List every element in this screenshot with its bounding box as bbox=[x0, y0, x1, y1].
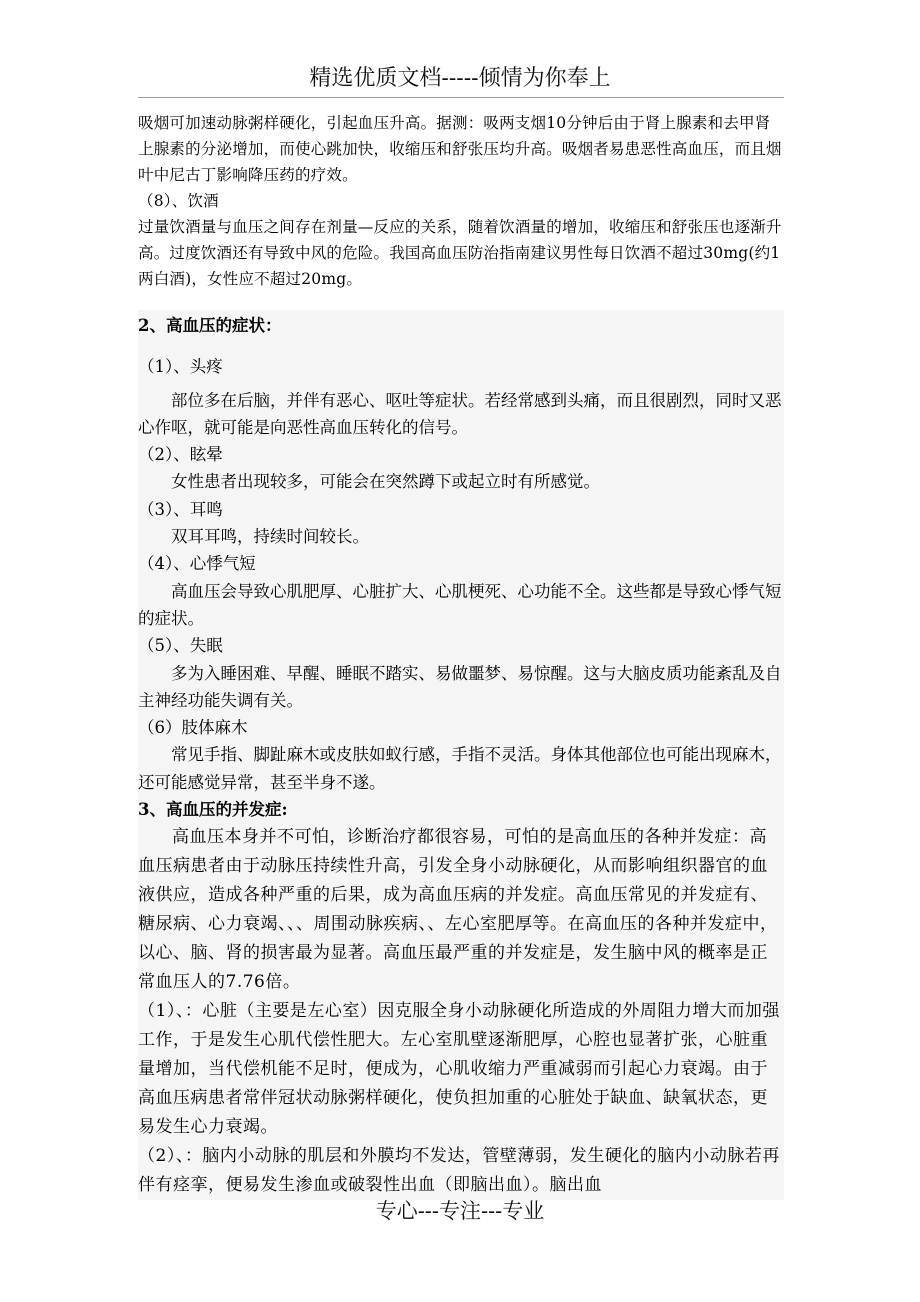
symptom-title-4: （4）、心悸气短 bbox=[138, 554, 256, 574]
page-header: 精选优质文档-----倾情为你奉上 bbox=[309, 66, 611, 91]
symptom-text-3: 双耳耳鸣，持续时间较长。 bbox=[171, 527, 369, 547]
symptom-text-2: 女性患者出现较多，可能会在突然蹲下或起立时有所感觉。 bbox=[171, 472, 600, 492]
drinking-heading: （8）、饮酒 bbox=[138, 192, 219, 210]
symptom-title-2: （2）、眩晕 bbox=[138, 445, 223, 465]
symptom-title-6: （6）肢体麻木 bbox=[138, 718, 248, 738]
symptom-text-1: 部位多在后脑，并伴有恶心、呕吐等症状。若经常感到头痛，而且很剧烈，同时又恶心作呕，就可能是向恶性高血压转化的信号。 bbox=[138, 390, 782, 437]
complications-section bbox=[138, 796, 784, 1200]
symptoms-heading: 2、高血压的症状： bbox=[138, 316, 282, 335]
document-body bbox=[138, 110, 784, 1200]
symptom-text-4: 高血压会导致心肌肥厚、心脏扩大、心肌梗死、心功能不全。这些都是导致心悸气短的症状。 bbox=[138, 581, 782, 628]
complications-intro: 高血压本身并不可怕，诊断治疗都很容易，可怕的是高血压的各种并发症：高血压病患者由于动脉压持续性升高，引发全身小动脉硬化，从而影响组织器官的血液供应，造成各种严重的后果，成为高血压病的并发症。高血压常见的并发症有、糖尿病、心力衰竭、、、周围动脉疾病、、左心室肥厚等。在高血压的各种并发症中，以心、脑、肾的损害最为显著。高血压最严重的并发症是，发生脑中风的概率是正常血压人的7.76倍。 bbox=[138, 827, 778, 993]
complications-heading: 3、高血压的并发症: bbox=[138, 800, 288, 820]
symptom-title-5: （5）、失眠 bbox=[138, 636, 223, 656]
symptom-text-5: 多为入睡困难、早醒、睡眠不踏实、易做噩梦、易惊醒。这与大脑皮质功能紊乱及自主神经功能失调有关。 bbox=[138, 663, 782, 710]
smoking-paragraph: 吸烟可加速动脉粥样硬化，引起血压升高。据测：吸两支烟10分钟后由于肾上腺素和去甲肾上腺素的分泌增加，而使心跳加快，收缩压和舒张压均升高。吸烟者易患恶性高血压，而且烟叶中尼古丁影响降压药的疗效。 bbox=[138, 114, 782, 184]
header-divider bbox=[138, 97, 784, 98]
symptom-title-1: （1）、头疼 bbox=[138, 357, 223, 377]
symptoms-section bbox=[138, 310, 784, 796]
drinking-paragraph: 过量饮酒量与血压之间存在剂量—反应的关系，随着饮酒量的增加，收缩压和舒张压也逐渐升高。过度饮酒还有导致中风的危险。我国高血压防治指南建议男性每日饮酒不超过30mg(约1两白酒)，女性应不超过20mg。 bbox=[138, 218, 782, 288]
symptom-text-6: 常见手指、脚趾麻木或皮肤如蚁行感，手指不灵活。身体其他部位也可能出现麻木，还可能感觉异常，甚至半身不遂。 bbox=[138, 745, 782, 792]
complication-heart: （1）、：心脏（主要是左心室）因克服全身小动脉硬化所造成的外周阻力增大而加强工作，于是发生心肌代偿性肥大。左心室肌壁逐渐肥厚，心腔也显著扩张，心脏重量增加，当代偿机能不足时，便成为，心肌收缩力严重减弱而引起心力衰竭。由于高血压病患者常伴冠状动脉粥样硬化，使负担加重的心脏处于缺血、缺氧状态，更易发生心力衰竭。 bbox=[138, 1001, 780, 1138]
page-footer: 专心---专注---专业 bbox=[375, 1199, 545, 1223]
symptom-title-3: （3）、耳鸣 bbox=[138, 499, 223, 519]
complication-brain: （2）、：脑内小动脉的肌层和外膜均不发达，管壁薄弱，发生硬化的脑内小动脉若再伴有痉挛，便易发生渗血或破裂性出血（即脑出血）。脑出血 bbox=[138, 1146, 780, 1196]
